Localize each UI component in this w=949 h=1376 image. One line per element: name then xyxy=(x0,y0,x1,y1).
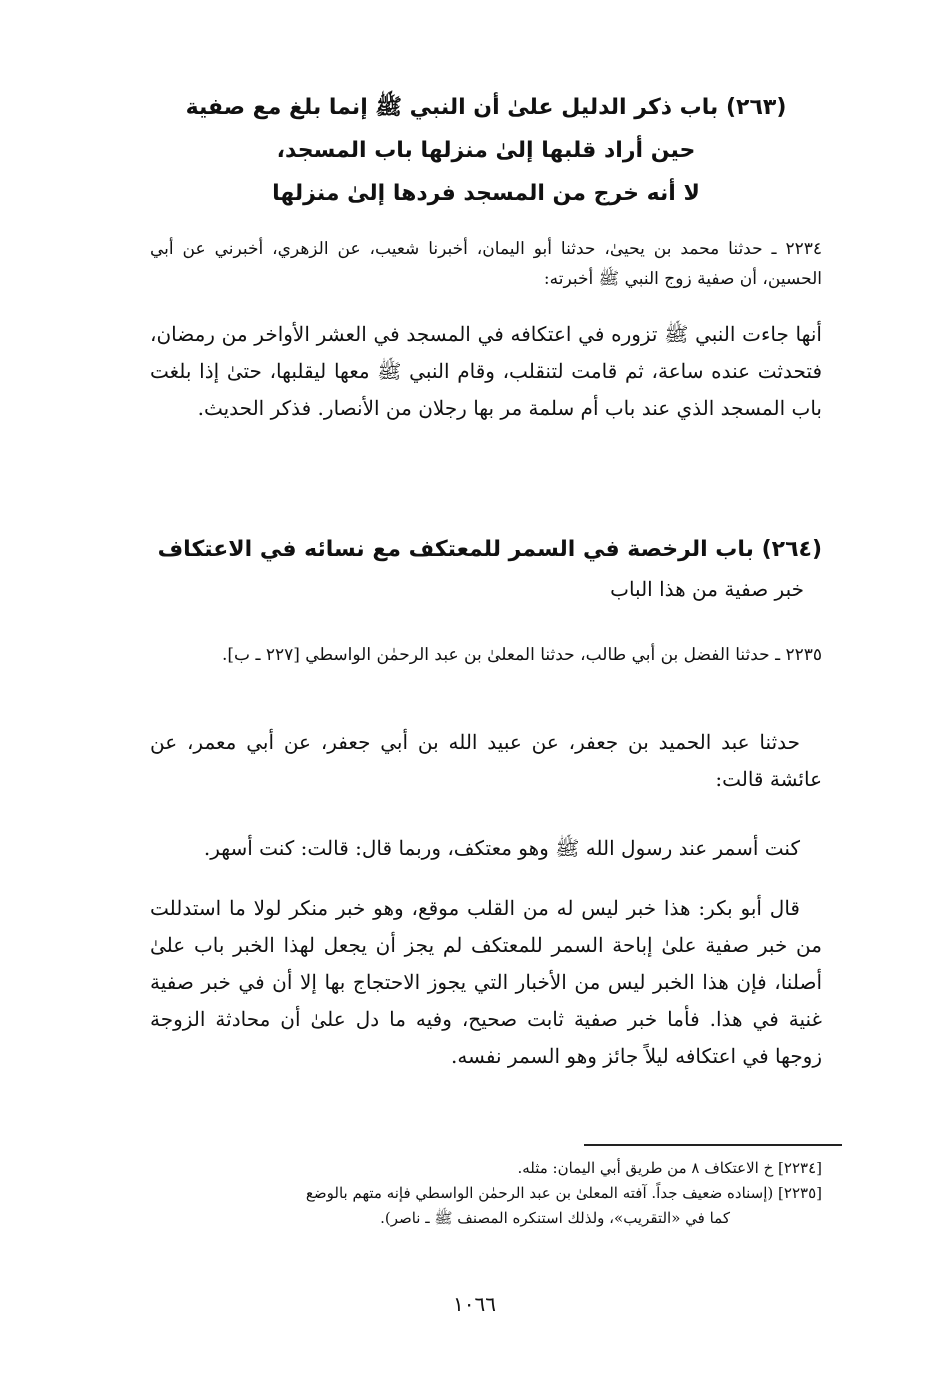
hadith-2234-isnad: ٢٢٣٤ ـ حدثنا محمد بن يحيىٰ، حدثنا أبو اليمان، أخبرنا شعيب، عن الزهري، أخبرني عن أبي الحسين، أن صفية زوج النبي ﷺ أخبرته: xyxy=(150,239,822,289)
chapter-264-subtitle: خبر صفية من هذا الباب xyxy=(610,577,804,601)
footnote-separator xyxy=(584,1144,842,1146)
chapter-264-heading xyxy=(150,528,822,608)
footnote-2234: [٢٢٣٤] خ الاعتكاف ٨ من طريق أبي اليمان: مثله. xyxy=(517,1159,822,1177)
footnote-2235-continued: كما في «التقريب»، ولذلك استنكره المصنف ﷺ ـ ناصر). xyxy=(380,1209,730,1227)
page-number: ١٠٦٦ xyxy=(453,1292,496,1316)
hadith-2234-matn: أنها جاءت النبي ﷺ تزوره في اعتكافه في المسجد في العشر الأواخر من رمضان، فتحدثت عنده ساعة، ثم قامت لتنقلب، وقام النبي ﷺ معها ليقلبها، حتىٰ إذا بلغت باب المسجد الذي عند باب أم سلمة مر بها رجلان من الأنصار. فذكر الحديث. xyxy=(150,322,822,420)
chapter-263-line-3: لا أنه خرج من المسجد فردها إلىٰ منزلها xyxy=(272,181,700,206)
footnotes xyxy=(150,1156,822,1231)
chapter-264-title: (٢٦٤) باب الرخصة في السمر للمعتكف مع نسائه في الاعتكاف xyxy=(157,537,822,562)
chapter-263-line-2: حين أراد قلبها إلىٰ منزلها باب المسجد، xyxy=(276,138,696,163)
hadith-2235-matn: كنت أسمر عند رسول الله ﷺ وهو معتكف، وربما قال: قالت: كنت أسهر. xyxy=(203,836,800,860)
hadith-2235-chain xyxy=(150,724,822,798)
hadith-2235-isnad: ٢٢٣٥ ـ حدثنا الفضل بن أبي طالب، حدثنا المعلىٰ بن عبد الرحمٰن الواسطي [٢٢٧ ـ ب]. xyxy=(222,645,822,665)
hadith-2234 xyxy=(150,234,822,294)
chapter-263-heading xyxy=(150,86,822,215)
hadith-2235-text xyxy=(150,830,822,867)
hadith-2235 xyxy=(150,640,822,670)
chapter-263-line-1: (٢٦٣) باب ذكر الدليل علىٰ أن النبي ﷺ إنما بلغ مع صفية xyxy=(185,95,787,120)
abu-bakr-commentary: قال أبو بكر: هذا خبر ليس له من القلب موقع، وهو خبر منكر لولا ما استدللت من خبر صفية علىٰ إباحة السمر للمعتكف لم يجز أن يجعل لهذا الخبر باب علىٰ أصلنا، فإن هذا الخبر ليس من الأخبار التي يجوز الاحتجاج بها إلا أن في خبر صفية غنية في هذا. فأما خبر صفية ثابت صحيح، وفيه ما دل علىٰ أن محادثة الزوجة زوجها في اعتكافه ليلاً جائز وهو السمر نفسه. xyxy=(150,896,822,1068)
footnote-2235: [٢٢٣٥] (إسناده ضعيف جداً. آفته المعلىٰ بن عبد الرحمٰن الواسطي فإنه متهم بالوضع xyxy=(305,1184,822,1202)
commentary-block xyxy=(150,890,822,1075)
hadith-2234-text xyxy=(150,316,822,427)
hadith-2235-isnad-2: حدثنا عبد الحميد بن جعفر، عن عبيد الله بن أبي جعفر، عن أبي معمر، عن عائشة قالت: xyxy=(150,730,822,791)
